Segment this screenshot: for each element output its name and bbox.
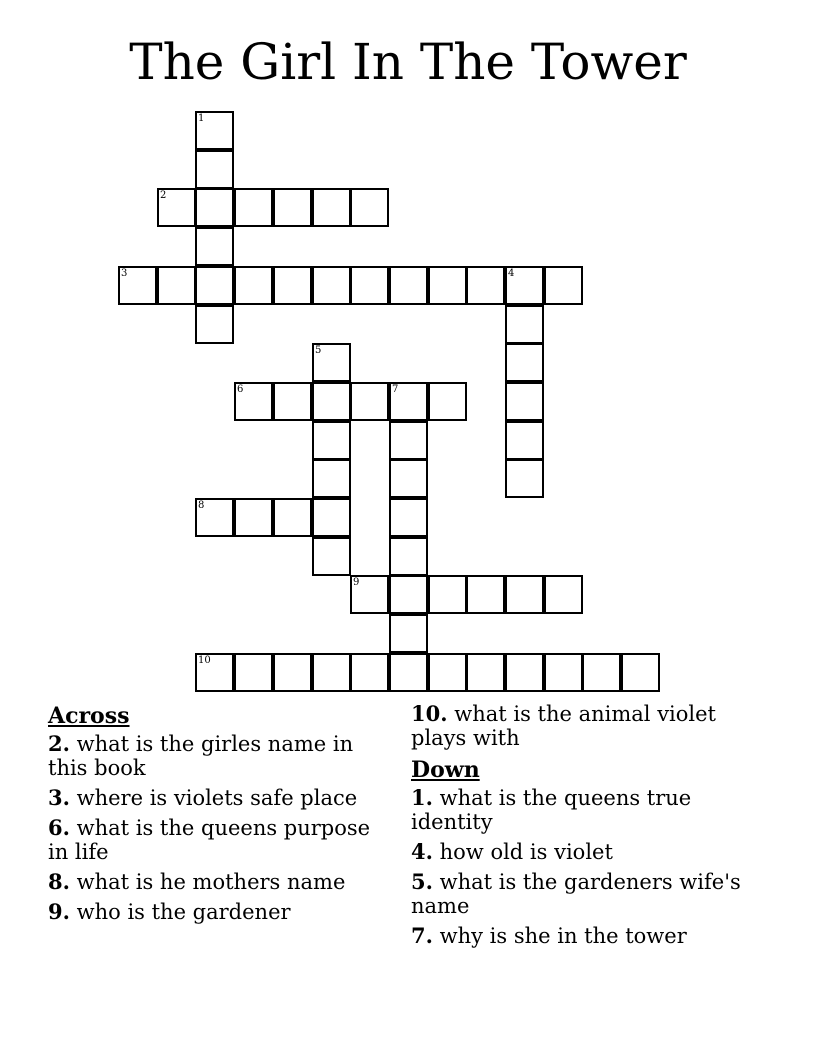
clue-number: 10.: [411, 701, 448, 726]
grid-cell[interactable]: [621, 653, 660, 692]
across-heading: Across: [48, 703, 130, 729]
grid-cell[interactable]: [428, 653, 467, 692]
grid-cell[interactable]: [157, 188, 196, 227]
grid-cell[interactable]: [195, 653, 234, 692]
grid-cell[interactable]: [466, 575, 505, 614]
cell-number: 9: [353, 577, 360, 588]
grid-cell[interactable]: [389, 266, 428, 305]
cell-number: 4: [508, 268, 515, 279]
clue-text: what is the animal violet plays with: [411, 702, 716, 750]
grid-cell[interactable]: [389, 575, 428, 614]
grid-cell[interactable]: [505, 305, 544, 344]
grid-cell[interactable]: [312, 343, 351, 382]
grid-cell[interactable]: [195, 111, 234, 150]
down-clue-7: [411, 924, 751, 948]
grid-cell[interactable]: [157, 266, 196, 305]
grid-cell[interactable]: [389, 421, 428, 460]
grid-cell[interactable]: [273, 653, 312, 692]
cell-number: 5: [315, 345, 322, 356]
grid-cell[interactable]: [544, 575, 583, 614]
grid-cell[interactable]: [273, 266, 312, 305]
grid-cell[interactable]: [389, 537, 428, 576]
grid-cell[interactable]: [505, 343, 544, 382]
grid-cell[interactable]: [195, 150, 234, 189]
grid-cell[interactable]: [350, 188, 389, 227]
grid-cell[interactable]: [389, 382, 428, 421]
down-heading: Down: [411, 757, 480, 783]
grid-cell[interactable]: [312, 459, 351, 498]
cell-number: 2: [160, 190, 167, 201]
grid-cell[interactable]: [195, 188, 234, 227]
grid-cell[interactable]: [195, 305, 234, 344]
grid-cell[interactable]: [428, 266, 467, 305]
cell-number: 1: [198, 113, 205, 124]
grid-cell[interactable]: [312, 537, 351, 576]
clue-number: 2.: [48, 731, 70, 756]
grid-cell[interactable]: [234, 498, 273, 537]
cell-number: 10: [198, 655, 211, 666]
puzzle-title: The Girl In The Tower: [129, 33, 687, 91]
grid-cell[interactable]: [466, 653, 505, 692]
grid-cell[interactable]: [234, 188, 273, 227]
grid-cell[interactable]: [350, 382, 389, 421]
grid-cell[interactable]: [195, 498, 234, 537]
grid-cell[interactable]: [389, 614, 428, 653]
grid-cell[interactable]: [544, 653, 583, 692]
clue-text: why is she in the tower: [439, 924, 687, 948]
grid-cell[interactable]: [428, 382, 467, 421]
grid-cell[interactable]: [350, 266, 389, 305]
grid-cell[interactable]: [505, 459, 544, 498]
cell-number: 6: [237, 384, 244, 395]
clue-number: 1.: [411, 785, 433, 810]
clue-number: 9.: [48, 899, 70, 924]
across-clue-6: [48, 816, 388, 864]
across-clue-3: [48, 786, 388, 810]
down-clue-4: [411, 840, 751, 864]
grid-cell[interactable]: [428, 575, 467, 614]
clue-text: who is the gardener: [76, 900, 291, 924]
clue-number: 5.: [411, 869, 433, 894]
cell-number: 8: [198, 500, 205, 511]
grid-cell[interactable]: [195, 227, 234, 266]
grid-cell[interactable]: [234, 653, 273, 692]
grid-cell[interactable]: [312, 382, 351, 421]
grid-cell[interactable]: [118, 266, 157, 305]
grid-cell[interactable]: [582, 653, 621, 692]
grid-cell[interactable]: [505, 575, 544, 614]
grid-cell[interactable]: [312, 188, 351, 227]
grid-cell[interactable]: [505, 653, 544, 692]
grid-cell[interactable]: [195, 266, 234, 305]
grid-cell[interactable]: [273, 498, 312, 537]
clue-text: what is he mothers name: [76, 870, 346, 894]
clue-text: what is the queens purpose in life: [48, 816, 371, 864]
clue-number: 3.: [48, 785, 70, 810]
across-clue-2: [48, 732, 388, 780]
clue-text: what is the queens true identity: [411, 786, 692, 834]
grid-cell[interactable]: [505, 382, 544, 421]
clue-number: 7.: [411, 923, 433, 948]
grid-cell[interactable]: [505, 421, 544, 460]
across-clue-10: [411, 702, 751, 750]
cell-number: 7: [392, 384, 399, 395]
across-clue-8: [48, 870, 388, 894]
clue-number: 6.: [48, 815, 70, 840]
clue-number: 4.: [411, 839, 433, 864]
clue-text: how old is violet: [439, 840, 613, 864]
clues-right-column: [411, 702, 751, 954]
down-clue-5: [411, 870, 751, 918]
grid-cell[interactable]: [273, 188, 312, 227]
grid-cell[interactable]: [312, 498, 351, 537]
grid-cell[interactable]: [505, 266, 544, 305]
grid-cell[interactable]: [234, 266, 273, 305]
grid-cell[interactable]: [234, 382, 273, 421]
cell-number: 3: [121, 268, 128, 279]
grid-cell[interactable]: [312, 653, 351, 692]
across-clue-9: [48, 900, 388, 924]
grid-cell[interactable]: [350, 575, 389, 614]
down-clue-1: [411, 786, 751, 834]
grid-cell[interactable]: [466, 266, 505, 305]
grid-cell[interactable]: [389, 653, 428, 692]
grid-cell[interactable]: [350, 653, 389, 692]
grid-cell[interactable]: [312, 266, 351, 305]
clue-text: what is the girles name in this book: [48, 732, 354, 780]
clue-text: what is the gardeners wife's name: [411, 870, 741, 918]
clues-left-column: [48, 702, 388, 930]
clue-text: where is violets safe place: [76, 786, 358, 810]
clue-number: 8.: [48, 869, 70, 894]
grid-cell[interactable]: [273, 382, 312, 421]
grid-cell[interactable]: [389, 459, 428, 498]
grid-cell[interactable]: [544, 266, 583, 305]
grid-cell[interactable]: [312, 421, 351, 460]
grid-cell[interactable]: [389, 498, 428, 537]
